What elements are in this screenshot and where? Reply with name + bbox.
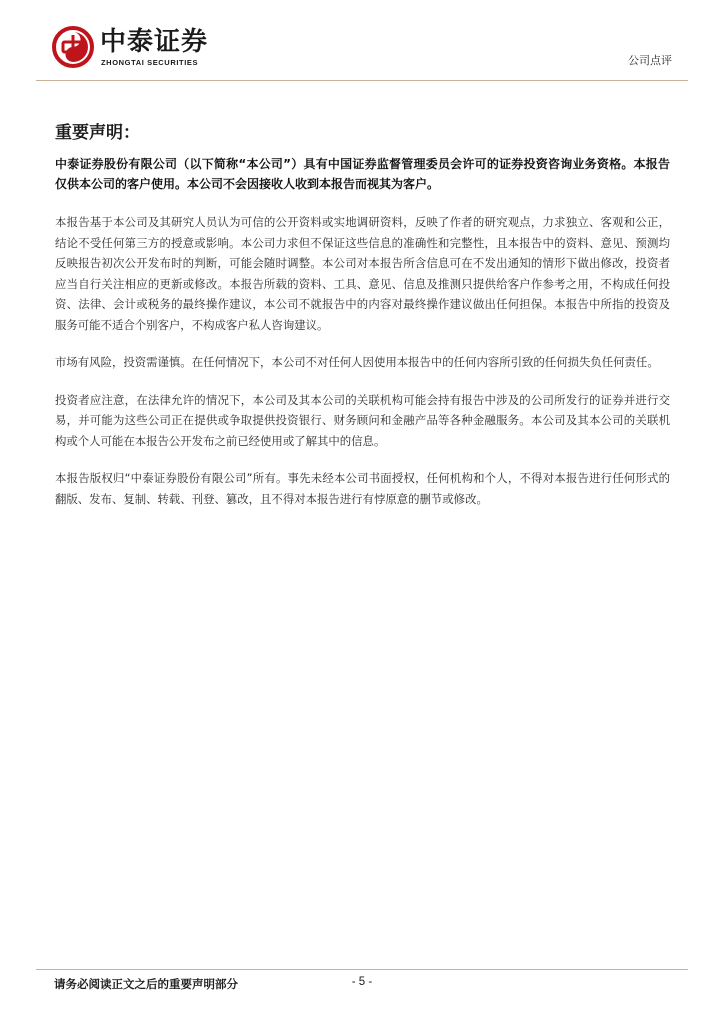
qualification-statement: 中泰证券股份有限公司（以下简称“本公司”）具有中国证券监督管理委员会许可的证券投资咨询业务资格。本报告仅供本公司的客户使用。本公司不会因接收人收到本报告而视其为客户。	[55, 157, 670, 191]
footer-note: 请务必阅读正文之后的重要声明部分	[54, 977, 238, 991]
header-divider	[36, 80, 688, 81]
logo-english-name: ZHONGTAI SECURITIES	[101, 58, 199, 67]
disclaimer-paragraph-conflict: 投资者应注意，在法律允许的情况下，本公司及其本公司的关联机构可能会持有报告中涉及的公司所发行的证券并进行交易，并可能为这些公司正在提供或争取提供投资银行、财务顾问和金融产品等各种金融服务。本公司及其本公司的关联机构或个人可能在本报告公开发布之前已经使用或了解其中的信息。	[55, 392, 670, 448]
disclaimer-paragraph-copyright: 本报告版权归“中泰证券股份有限公司”所有。事先未经本公司书面授权，任何机构和个人，不得对本报告进行任何形式的翻版、发布、复制、转载、刊登、篡改，且不得对本报告进行有悖原意的删节或修改。	[55, 471, 670, 506]
disclaimer-section	[55, 122, 670, 526]
section-title: 重要声明：	[55, 123, 140, 143]
page-number: - 5 -	[351, 976, 373, 988]
page-header	[0, 0, 724, 90]
company-logo	[52, 26, 252, 74]
report-type-label: 公司点评	[628, 54, 672, 67]
disclaimer-paragraph-risk: 市场有风险，投资需谨慎。在任何情况下，本公司不对任何人因使用本报告中的任何内容所引致的任何损失负任何责任。	[55, 355, 659, 369]
footer-divider	[36, 969, 688, 970]
disclaimer-paragraph-research: 本报告基于本公司及其研究人员认为可信的公开资料或实地调研资料，反映了作者的研究观点，力求独立、客观和公正，结论不受任何第三方的授意或影响。本公司力求但不保证这些信息的准确性和完整性，且本报告中的资料、意见、预测均反映报告初次公开发布时的判断，可能会随时调整。本公司对本报告所含信息可在不发出通知的情形下做出修改，投资者应当自行关注相应的更新或修改。本报告所载的资料、工具、意见、信息及推测只提供给客户作参考之用，不构成任何投资、法律、会计或税务的最终操作建议，本公司不就报告中的内容对最终操作建议做出任何担保。本报告中所指的投资及服务可能不适合个别客户，不构成客户私人咨询建议。	[55, 215, 670, 332]
zhongtai-logo-icon	[52, 26, 94, 68]
logo-chinese-name: 中泰证券	[100, 27, 209, 57]
